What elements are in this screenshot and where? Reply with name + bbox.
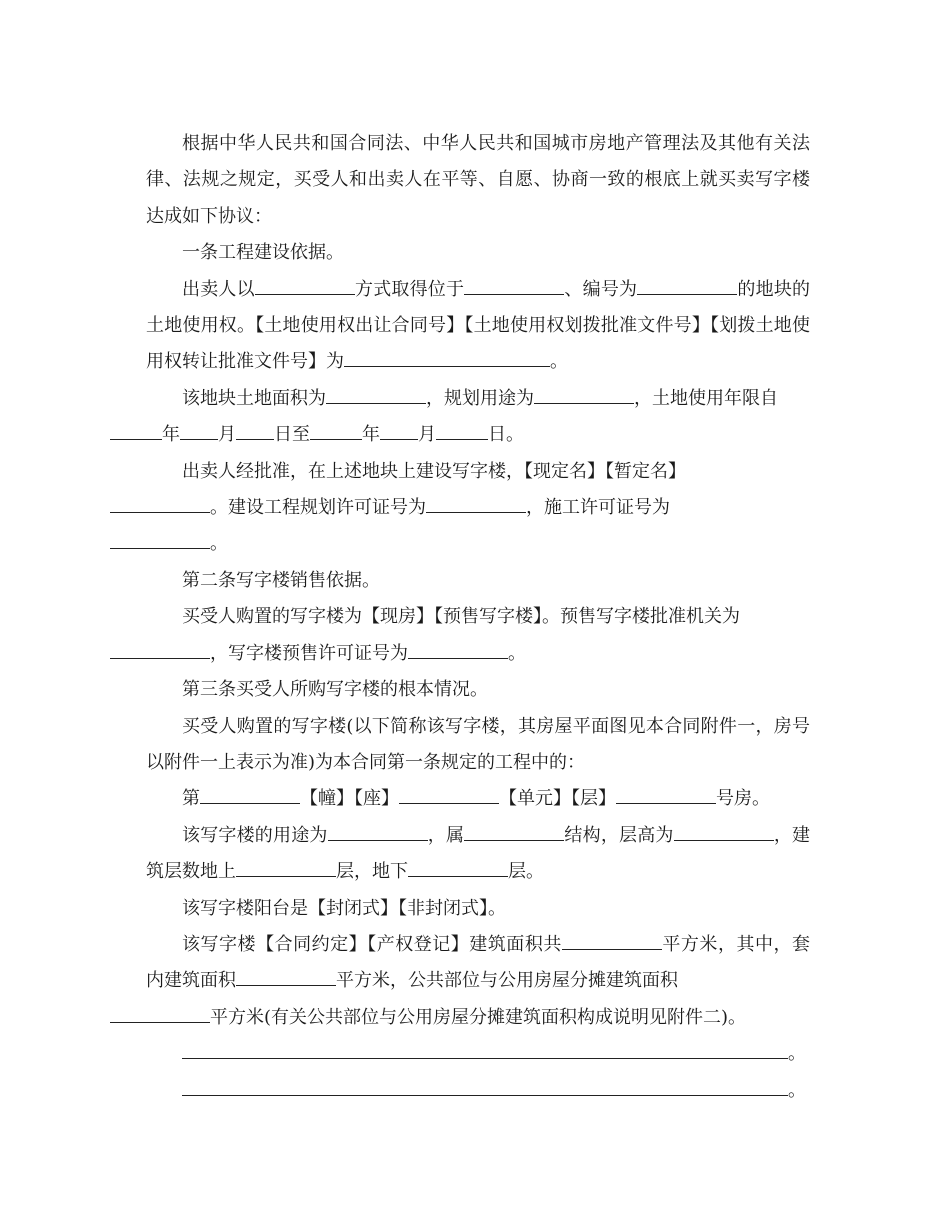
article-3-title: 第三条买受人所购写字楼的根本情况。 <box>182 679 488 701</box>
blank-field[interactable] <box>200 802 300 804</box>
article-1-title: 一条工程建设依据。 <box>182 242 344 264</box>
blank-field[interactable] <box>436 438 488 440</box>
blank-field[interactable] <box>255 293 355 295</box>
contract-page <box>146 126 810 1109</box>
blank-field[interactable] <box>236 438 274 440</box>
blank-field[interactable] <box>110 438 162 440</box>
blank-line-row-1: 。 <box>146 1036 810 1072</box>
blank-line[interactable] <box>182 1057 788 1059</box>
article-1-land-rights: 出卖人以 方式取得位于 、编号为 的地块的土地使用权。【土地使用权出让合同号】【土地使用权划拨批准文件号】【划拨土地使用权转让批准文件号】为 。 <box>146 278 811 373</box>
article-2-sale-basis: 买受人购置的写字楼为【现房】【预售写字楼】。预售写字楼批准机关为 ，写字楼预售许可证号为 。 <box>146 599 810 672</box>
blank-field[interactable] <box>380 438 418 440</box>
article-1-building-name: 出卖人经批准，在上述地块上建设写字楼，【现定名】【暂定名】 。建设工程规划许可证号为 ，施工许可证号为 。 <box>146 454 810 563</box>
blank-field[interactable] <box>637 293 737 295</box>
blank-field[interactable] <box>236 875 336 877</box>
article-3-unit-description: 买受人购置的写字楼(以下简称该写字楼，其房屋平面图见本合同附件一，房号以附件一上表示为准)为本合同第一条规定的工程中的： <box>146 715 810 773</box>
blank-field[interactable] <box>110 511 210 513</box>
blank-field[interactable] <box>328 839 428 841</box>
blank-line[interactable] <box>182 1094 788 1096</box>
blank-field[interactable] <box>426 511 526 513</box>
blank-field[interactable] <box>110 657 210 659</box>
article-3-floor-area: 该写字楼【合同约定】【产权登记】建筑面积共 平方米，其中，套内建筑面积 平方米，公共部位与公用房屋分摊建筑面积 平方米(有关公共部位与公用房屋分摊建筑面积构成说明见附件二)。 <box>146 927 810 1036</box>
blank-field[interactable] <box>236 984 336 986</box>
article-3-balcony: 该写字楼阳台是【封闭式】【非封闭式】。 <box>182 897 506 919</box>
blank-field[interactable] <box>408 657 508 659</box>
blank-field[interactable] <box>408 875 508 877</box>
article-1-land-area: 该地块土地面积为 ，规划用途为 ，土地使用年限自 年 月 日至 年 月 日。 <box>146 381 810 454</box>
article-2-title: 第二条写字楼销售依据。 <box>182 569 380 591</box>
blank-field[interactable] <box>110 1021 210 1023</box>
blank-field[interactable] <box>310 438 362 440</box>
blank-field[interactable] <box>534 402 634 404</box>
blank-field[interactable] <box>180 438 218 440</box>
blank-field[interactable] <box>399 802 499 804</box>
blank-field[interactable] <box>464 839 564 841</box>
article-3-usage-structure: 该写字楼的用途为 ，属 结构，层高为 ，建筑层数地上 层，地下 层。 <box>146 824 811 883</box>
blank-field[interactable] <box>562 948 662 950</box>
blank-field[interactable] <box>674 839 774 841</box>
blank-field[interactable] <box>464 293 564 295</box>
article-3-room-number: 第 【幢】【座】 【单元】【层】 号房。 <box>182 788 770 810</box>
blank-field[interactable] <box>326 402 426 404</box>
blank-field[interactable] <box>110 547 210 549</box>
blank-field[interactable] <box>344 365 550 367</box>
blank-field[interactable] <box>616 802 716 804</box>
blank-line-row-2: 。 <box>146 1073 810 1109</box>
intro-paragraph: 根据中华人民共和国合同法、中华人民共和国城市房地产管理法及其他有关法律、法规之规定，买受人和出卖人在平等、自愿、协商一致的根底上就买卖写字楼达成如下协议： <box>146 133 810 227</box>
